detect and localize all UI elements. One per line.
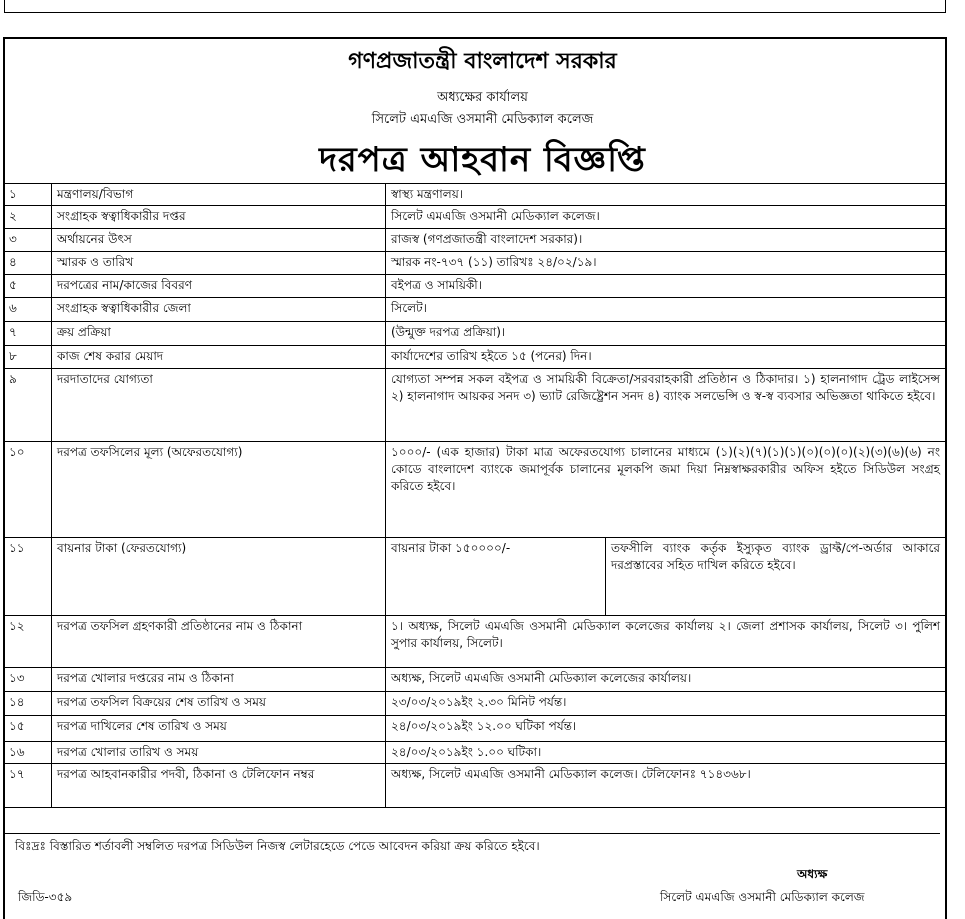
row-number: ১০ xyxy=(4,442,52,538)
row-number: ৩ xyxy=(4,229,52,252)
memo-number: জিডি-৩৫৯ xyxy=(18,890,73,904)
row-number: ১৭ xyxy=(4,764,52,808)
row-number: ১৩ xyxy=(4,668,52,692)
row-value: কার্যাদেশের তারিখ হইতে ১৫ (পনের) দিন। xyxy=(386,346,946,369)
row-label: সংগ্রাহক স্বত্বাধিকারীর দপ্তর xyxy=(52,206,386,229)
previous-page-border xyxy=(4,0,946,13)
row-label: বায়নার টাকা (ফেরতযোগ্য) xyxy=(52,538,386,616)
table-row xyxy=(4,742,946,764)
row-label: দরপত্র দাখিলের শেষ তারিখ ও সময় xyxy=(52,716,386,742)
row-label: দরপত্র খোলার তারিখ ও সময় xyxy=(52,742,386,764)
table-row xyxy=(4,764,946,808)
table-row xyxy=(4,346,946,369)
row-label: দরপত্র তফসিল বিক্রয়ের শেষ তারিখ ও সময় xyxy=(52,692,386,716)
row-label: কাজ শেষ করার মেয়াদ xyxy=(52,346,386,369)
row-label: সংগ্রাহক স্বত্বাধিকারীর জেলা xyxy=(52,298,386,322)
table-row xyxy=(4,716,946,742)
row-value: ২৩/০৩/২০১৯ইং ২.৩০ মিনিট পর্যন্ত। xyxy=(386,692,946,716)
row-value: বইপত্র ও সাময়িকী। xyxy=(386,275,946,298)
row-number: ১৫ xyxy=(4,716,52,742)
row-number: ১৬ xyxy=(4,742,52,764)
table-row xyxy=(4,616,946,668)
table-row xyxy=(4,298,946,322)
row-number: ২ xyxy=(4,206,52,229)
row-label: দরপত্রের নাম/কাজের বিবরণ xyxy=(52,275,386,298)
table-row xyxy=(4,538,946,616)
row-value: যোগ্যতা সম্পন্ন সকল বইপত্র ও সাময়িকী বিক্রেতা/সরবরাহকারী প্রতিষ্ঠান ও ঠিকাদার। ১) হালনাগাদ ট্রেড লাইসেন্স ২) হালনাগাদ আয়কর সনদ ৩) ভ্যাট রেজিষ্ট্রেশন সনদ ৪) ব্যাংক সলভেন্সি ও স্ব-স্ব ব্যবসার অভিজ্ঞতা থাকিতে হইবে। xyxy=(386,369,946,442)
row-value: সিলেট এমএজি ওসমানী মেডিক্যাল কলেজ। xyxy=(386,206,946,229)
table-row xyxy=(4,442,946,538)
row-label: মন্ত্রণালয়/বিভাগ xyxy=(52,184,386,206)
table-row xyxy=(4,229,946,252)
row-value: স্বাস্থ্য মন্ত্রণালয়। xyxy=(386,184,946,206)
row-value: ২৪/০৩/২০১৯ইং ১২.০০ ঘটিকা পর্যন্ত। xyxy=(386,716,946,742)
row-value: ১০০০/- (এক হাজার) টাকা মাত্র অফেরতযোগ্য চালানের মাধ্যমে (১)(২)(৭)(১)(১)(০)(০)(০)(২)(৩)(৬)(৬) নং কোডে বাংলাদেশ ব্যাংকে জমাপূর্বক চালানের মূলকপি জমা দিয়া নিম্নস্বাক্ষরকারীর অফিস হইতে সিডিউল সংগ্রহ করিতে হইবে। xyxy=(386,442,946,538)
table-row xyxy=(4,206,946,229)
row-number: ৫ xyxy=(4,275,52,298)
row-value: সিলেট। xyxy=(386,298,946,322)
row-number: ১৪ xyxy=(4,692,52,716)
office-line: অধ্যক্ষের কার্যালয় xyxy=(437,90,528,105)
row-label: দরপত্র তফসিলের মূল্য (অফেরতযোগ্য) xyxy=(52,442,386,538)
row-number: ১১ xyxy=(4,538,52,616)
table-row xyxy=(4,692,946,716)
footer-note: বিঃদ্রঃ বিস্তারিত শর্তাবলী সম্বলিত দরপত্র সিডিউল নিজস্ব লেটারহেডে পেডে আবেদন করিয়া ক্রয় করিতে হইবে। xyxy=(5,833,940,862)
row-label: অর্থায়নের উৎস xyxy=(52,229,386,252)
table-row xyxy=(4,252,946,275)
row-label: স্মারক ও তারিখ xyxy=(52,252,386,275)
table-row xyxy=(4,322,946,346)
row-value: অধ্যক্ষ, সিলেট এমএজি ওসমানী মেডিক্যাল কলেজের কার্যালয়। xyxy=(386,668,946,692)
row-number: ৯ xyxy=(4,369,52,442)
signature-organization: সিলেট এমএজি ওসমানী মেডিক্যাল কলেজ xyxy=(660,890,865,904)
government-heading: গণপ্রজাতন্ত্রী বাংলাদেশ সরকার xyxy=(348,49,617,74)
row-label: দরপত্র তফসিল গ্রহণকারী প্রতিষ্ঠানের নাম ও ঠিকানা xyxy=(52,616,386,668)
row-value: রাজস্ব (গণপ্রজাতন্ত্রী বাংলাদেশ সরকার)। xyxy=(386,229,946,252)
row-label: দরপত্র আহবানকারীর পদবী, ঠিকানা ও টেলিফোন নম্বর xyxy=(52,764,386,808)
row-value: অধ্যক্ষ, সিলেট এমএজি ওসমানী মেডিক্যাল কলেজ। টেলিফোনঃ ৭১৪৩৬৮। xyxy=(386,764,946,808)
row-label: দরদাতাদের যোগ্যতা xyxy=(52,369,386,442)
row-value: বায়নার টাকা ১৫০০০০/- xyxy=(386,538,606,616)
row-value: ১। অধ্যক্ষ, সিলেট এমএজি ওসমানী মেডিক্যাল কলেজের কার্যালয় ২। জেলা প্রশাসক কার্যালয়, সিলেট ৩। পুলিশ সুপার কার্যালয়, সিলেট। xyxy=(386,616,946,668)
row-number: ১২ xyxy=(4,616,52,668)
row-value-note: তফসীলি ব্যাংক কর্তৃক ইস্যুকৃত ব্যাংক ড্রাফ্ট/পে-অর্ডার আকারে দরপ্রস্তাবের সহিত দাখিল করিতে হইবে। xyxy=(606,538,946,616)
row-number: ৮ xyxy=(4,346,52,369)
row-label: ক্রয় প্রক্রিয়া xyxy=(52,322,386,346)
signature-title: অধ্যক্ষ xyxy=(797,867,828,881)
row-number: ৪ xyxy=(4,252,52,275)
row-number: ৬ xyxy=(4,298,52,322)
institution-line: সিলেট এমএজি ওসমানী মেডিক্যাল কলেজ xyxy=(371,112,594,127)
notice-title: দরপত্র আহবান বিজ্ঞপ্তি xyxy=(319,140,646,180)
row-number: ১ xyxy=(4,184,52,206)
table-row xyxy=(4,369,946,442)
row-label: দরপত্র খোলার দপ্তরের নাম ও ঠিকানা xyxy=(52,668,386,692)
tender-details-table xyxy=(3,183,946,808)
table-row xyxy=(4,668,946,692)
table-row xyxy=(4,184,946,206)
row-number: ৭ xyxy=(4,322,52,346)
table-row xyxy=(4,275,946,298)
row-value: ২৪/০৩/২০১৯ইং ১.০০ ঘটিকা। xyxy=(386,742,946,764)
row-value: স্মারক নং-৭৩৭ (১১) তারিখঃ ২৪/০২/১৯। xyxy=(386,252,946,275)
row-value: (উন্মুক্ত দরপত্র প্রক্রিয়া)। xyxy=(386,322,946,346)
